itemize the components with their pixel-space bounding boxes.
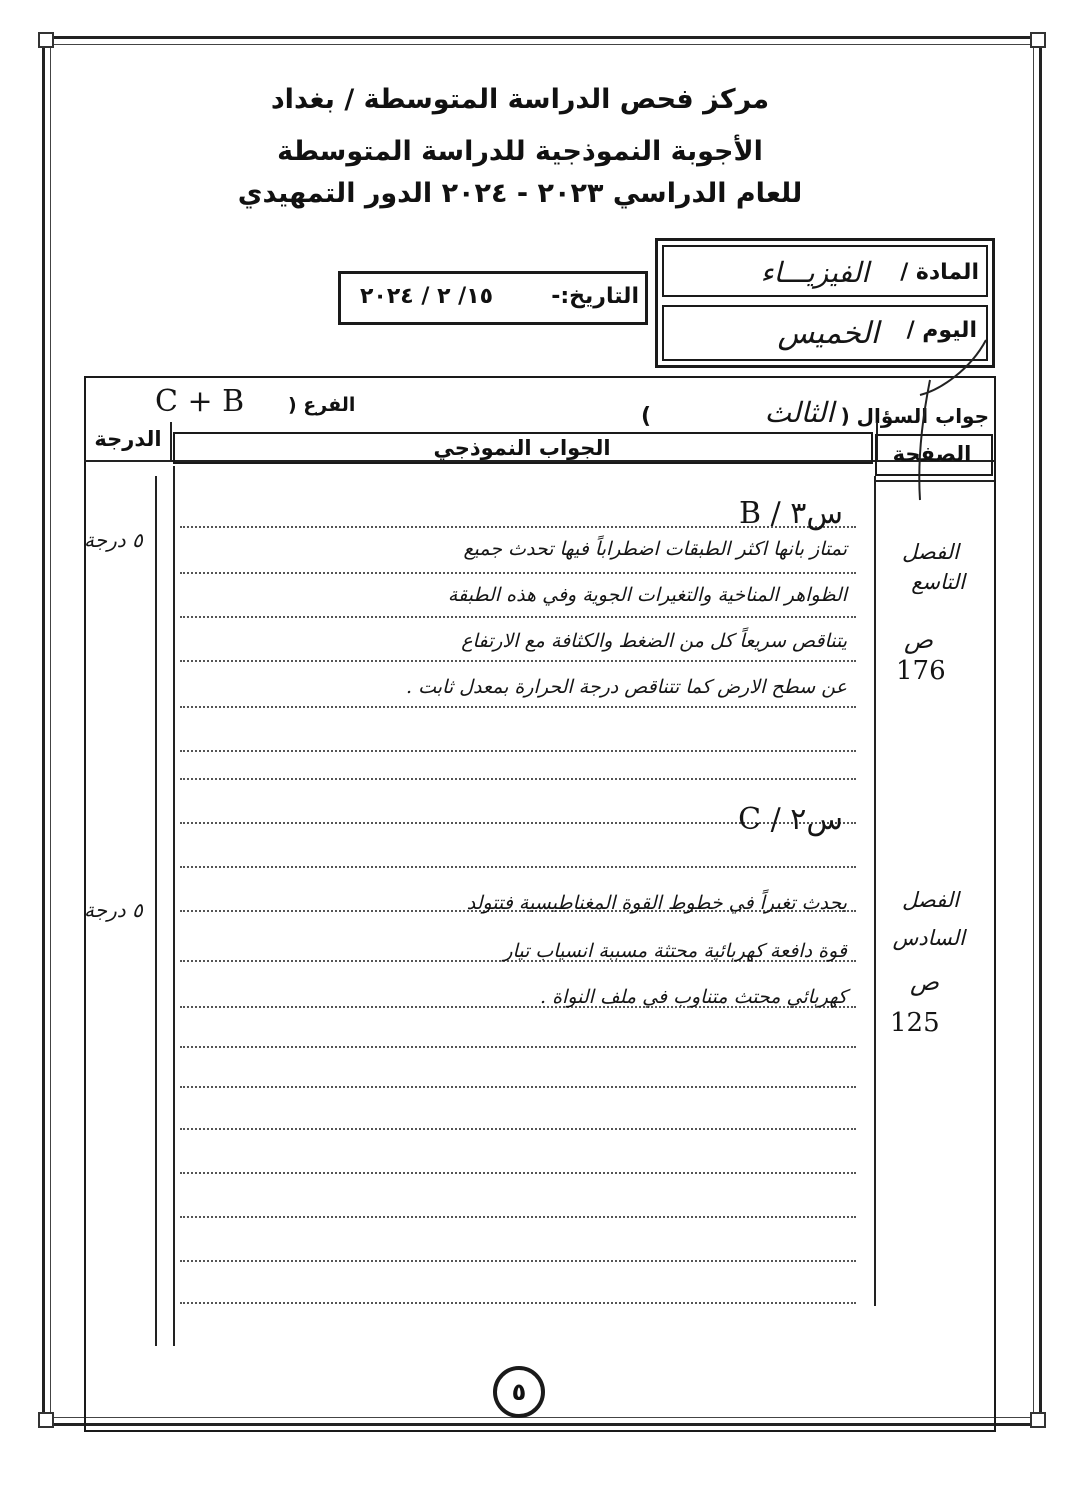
rule-line <box>180 572 856 574</box>
answer-1-page-ref: 176 <box>896 656 946 686</box>
rule-line <box>180 706 856 708</box>
table-divider <box>170 422 172 460</box>
answer-2-line: كهربائي محتث متناوب في ملف النواة . <box>540 986 847 1008</box>
header-title: الأجوبة النموذجية للدراسة المتوسطة <box>277 136 763 167</box>
answer-1-line: عن سطح الارض كما تتناقص درجة الحرارة بمعدل ثابت . <box>406 676 847 698</box>
grade-column-line <box>155 476 157 1346</box>
column-header-answer: الجواب النموذجي <box>433 436 611 460</box>
column-header-page: الصفحة <box>892 442 972 466</box>
answer-2-page-ref: ص <box>909 968 939 996</box>
column-header-grade: الدرجة <box>94 427 162 451</box>
day-value: الخميس <box>777 316 879 351</box>
answer-2-page-ref: 125 <box>890 1008 940 1038</box>
answer-2-page-ref: الفصل <box>902 888 959 912</box>
answer-2-heading: س٢ / C <box>738 802 843 837</box>
answer-value: الثالث <box>764 396 834 429</box>
branch-label: الفرع ( <box>288 394 356 416</box>
answer-1-page-ref: الفصل <box>902 540 959 564</box>
answer-1-page-ref: التاسع <box>911 570 965 594</box>
answer-2-line: يحدث تغيراً في خطوط القوة المغناطيسية فتتولد <box>466 892 847 914</box>
rule-line <box>180 866 856 868</box>
rule-line <box>180 1086 856 1088</box>
frame-corner <box>1030 1412 1046 1428</box>
answer-2-grade: ٥ درجة <box>84 898 143 922</box>
rule-line <box>180 1172 856 1174</box>
answer-column-line-left <box>173 466 175 1346</box>
page-number: ٥ <box>493 1366 545 1418</box>
pen-stroke <box>890 300 1000 520</box>
frame-corner <box>1030 32 1046 48</box>
day-label: اليوم / <box>906 318 977 343</box>
answer-label: جواب السؤال ( <box>840 404 989 428</box>
answer-1-line: الظواهر المناخية والتغيرات الجوية وفي هذه الطبقة <box>447 584 847 606</box>
answer-2-line: قوة دافعة كهربائية محتثة مسببة انسياب تيار <box>503 940 847 962</box>
rule-line <box>180 616 856 618</box>
answer-column-line-right <box>874 476 876 1306</box>
answer-1-heading: س٣ / B <box>739 496 843 531</box>
answer-1-line: تمتاز بانها اكثر الطبقات اضطراباً فيها تحدث جميع <box>463 538 847 560</box>
answer-2-page-ref: السادس <box>892 926 965 950</box>
rule-line <box>180 660 856 662</box>
frame-corner <box>38 32 54 48</box>
answer-close: ) <box>640 404 651 429</box>
answer-1-line: يتناقص سريعاً كل من الضغط والكثافة مع الارتفاع <box>461 630 847 652</box>
date-label: التاريخ:- <box>551 284 639 309</box>
rule-line <box>180 1216 856 1218</box>
answer-1-grade: ٥ درجة <box>84 528 143 552</box>
rule-line <box>180 1128 856 1130</box>
header-year: للعام الدراسي ٢٠٢٣ - ٢٠٢٤ الدور التمهيدي <box>237 178 803 209</box>
rule-line <box>180 778 856 780</box>
subject-value: الفيزيـــاء <box>760 256 869 289</box>
rule-line <box>180 1260 856 1262</box>
frame-corner <box>38 1412 54 1428</box>
date-value: ١٥/ ٢ / ٢٠٢٤ <box>360 284 494 309</box>
subject-label: المادة / <box>900 260 979 285</box>
branch-value: C + B <box>155 384 245 419</box>
rule-line <box>180 1302 856 1304</box>
header-center-name: مركز فحص الدراسة المتوسطة / بغداد <box>270 84 770 115</box>
answer-1-page-ref: ص <box>903 626 933 654</box>
rule-line <box>180 750 856 752</box>
rule-line <box>180 1046 856 1048</box>
